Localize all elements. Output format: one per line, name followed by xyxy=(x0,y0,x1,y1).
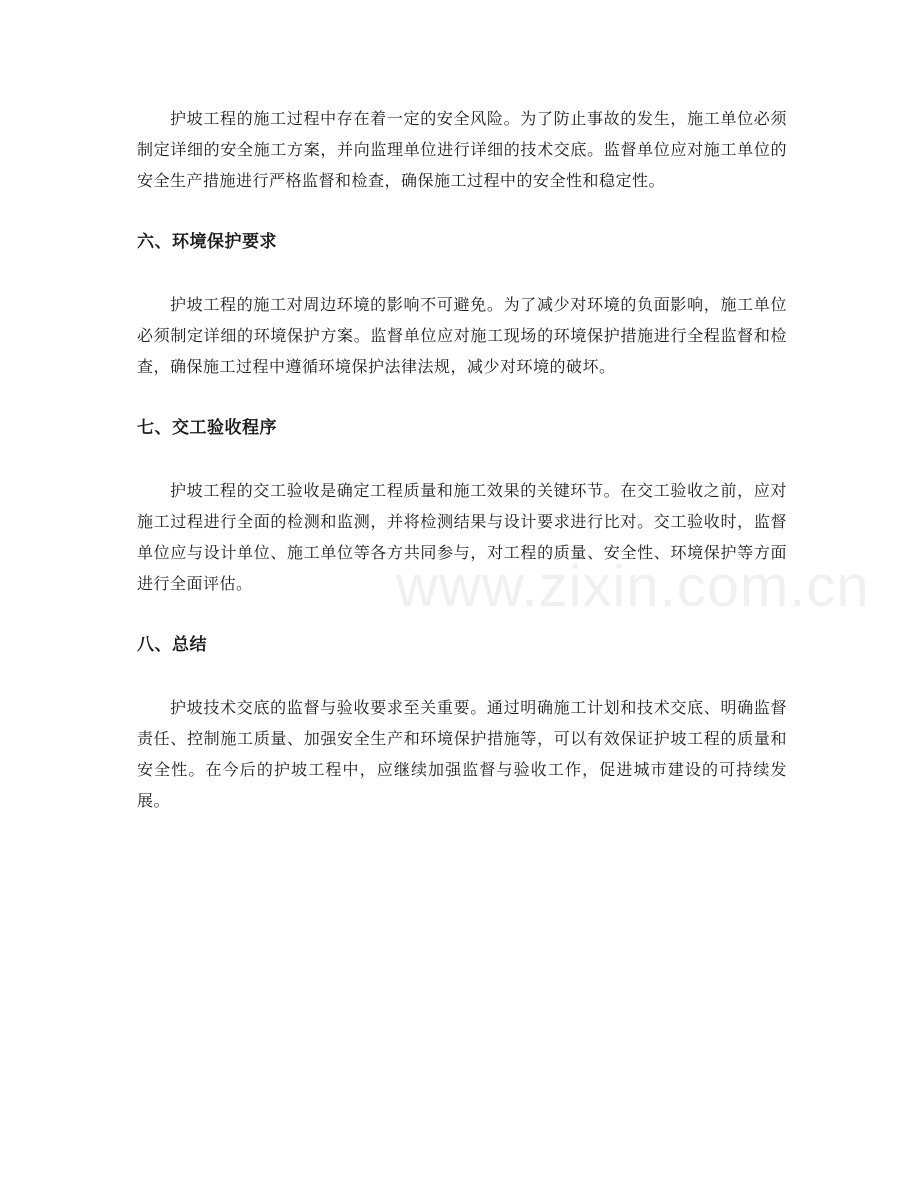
heading-environment: 六、环境保护要求 xyxy=(137,232,277,252)
paragraph-environment: 护坡工程的施工对周边环境的影响不可避免。为了减少对环境的负面影响，施工单位必须制定详细的环境保护方案。监督单位应对施工现场的环境保护措施进行全程监督和检查，确保施工过程中遵循环境保护法律法规，减少对环境的破坏。 xyxy=(137,295,787,376)
heading-acceptance: 七、交工验收程序 xyxy=(137,418,277,438)
paragraph-safety: 护坡工程的施工过程中存在着一定的安全风险。为了防止事故的发生，施工单位必须制定详细的安全施工方案，并向监理单位进行详细的技术交底。监督单位应对施工单位的安全生产措施进行严格监督和检查，确保施工过程中的安全性和稳定性。 xyxy=(137,109,787,190)
heading-summary: 八、总结 xyxy=(137,635,207,655)
document-body xyxy=(137,103,787,816)
watermark-text: www.zixin.com.cn xyxy=(396,554,870,619)
paragraph-acceptance: 护坡工程的交工验收是确定工程质量和施工效果的关键环节。在交工验收之前，应对施工过程进行全面的检测和监测，并将检测结果与设计要求进行比对。交工验收时，监督单位应与设计单位、施工单位等各方共同参与，对工程的质量、安全性、环境保护等方面进行全面评估。 xyxy=(137,481,787,593)
paragraph-summary: 护坡技术交底的监督与验收要求至关重要。通过明确施工计划和技术交底、明确监督责任、控制施工质量、加强安全生产和环境保护措施等，可以有效保证护坡工程的质量和安全性。在今后的护坡工程中，应继续加强监督与验收工作，促进城市建设的可持续发展。 xyxy=(137,698,787,810)
